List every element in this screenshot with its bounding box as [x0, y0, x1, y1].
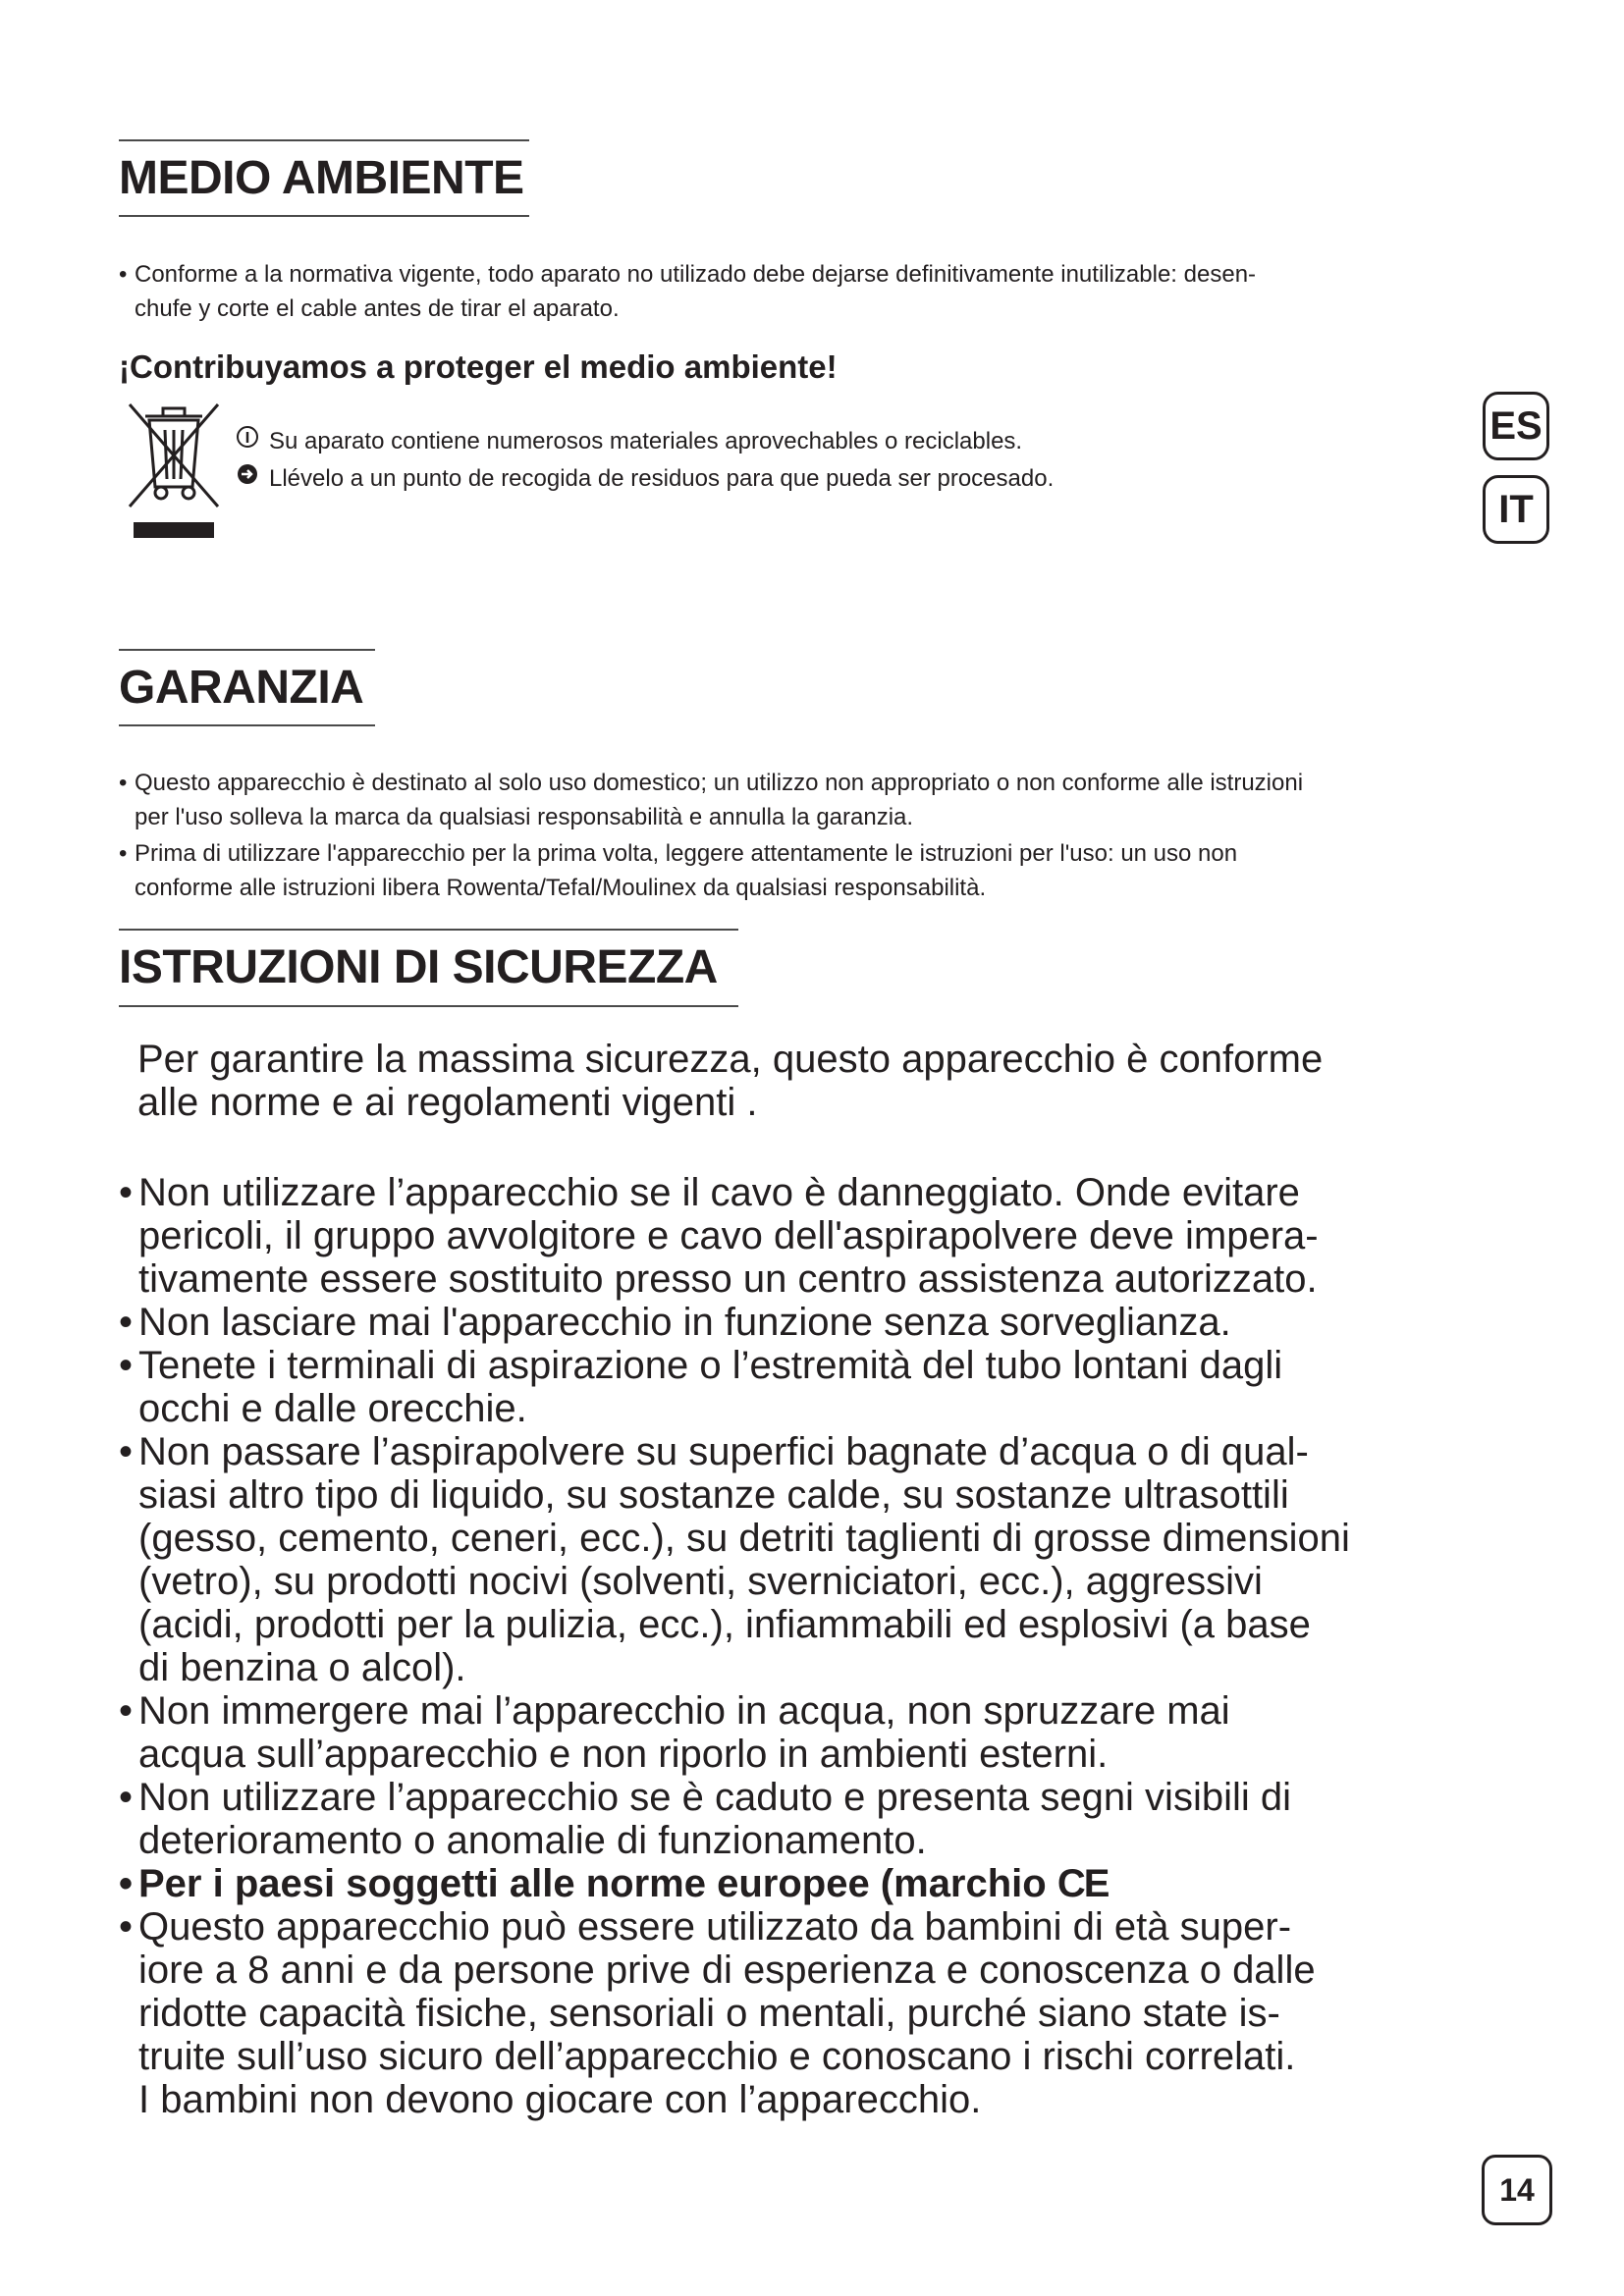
- bullet-line: siasi altro tipo di liquido, su sostanze calde, su sostanze ultrasottili: [138, 1473, 1289, 1517]
- bullet-line: Non immergere mai l’apparecchio in acqua, non spruzzare mai: [138, 1689, 1230, 1733]
- bullet-line: occhi e dalle orecchie.: [138, 1387, 527, 1430]
- bullet-line: Conforme a la normativa vigente, todo aparato no utilizado debe dejarse definitivamente inutilizable: desen-: [135, 261, 1257, 288]
- safety-bullet: [119, 1905, 1533, 2121]
- bullet-line: I bambini non devono giocare con l’apparecchio.: [138, 2078, 982, 2121]
- bullet-line: chufe y corte el cable antes de tirar el aparato.: [135, 295, 620, 322]
- bullet-dot: •: [119, 1689, 134, 1733]
- section-title-garanzia: GARANZIA: [119, 649, 375, 726]
- bullet-line: Prima di utilizzare l'apparecchio per la prima volta, leggere attentamente le istruzioni per l'uso: un uso non: [135, 840, 1238, 867]
- bullet-line: tivamente essere sostituito presso un centro assistenza autorizzato.: [138, 1257, 1318, 1301]
- contribute-subtitle: ¡Contribuyamos a proteger el medio ambiente!: [119, 348, 838, 385]
- bullet-line: Per i paesi soggetti alle norme europee (marchio: [138, 1862, 1047, 1905]
- bullet-line: Non utilizzare l’apparecchio se è caduto e presenta segni visibili di: [138, 1776, 1291, 1819]
- ce-mark: CE: [1056, 1862, 1109, 1905]
- bullet-line: ridotte capacità fisiche, sensoriali o mentali, purché siano state is-: [138, 1992, 1280, 2035]
- garanzia-bullet-1: [119, 766, 1533, 834]
- bullet-line: di benzina o alcol).: [138, 1646, 466, 1689]
- bullet-dot: •: [119, 840, 128, 867]
- bullet-line: acqua sull’apparecchio e non riporlo in ambienti esterni.: [138, 1733, 1109, 1776]
- section-title-medio-ambiente: MEDIO AMBIENTE: [119, 139, 529, 217]
- language-badge-it: IT: [1483, 475, 1549, 544]
- bullet-line: Questo apparecchio può essere utilizzato da bambini di età super-: [138, 1905, 1292, 1949]
- bullet-line: Non utilizzare l’apparecchio se il cavo è danneggiato. Onde evitare: [138, 1171, 1300, 1214]
- bullet-dot: •: [119, 261, 128, 288]
- garanzia-bullet-2: [119, 836, 1533, 905]
- safety-intro: [137, 1038, 1512, 1124]
- safety-bullet-list: [119, 1171, 1533, 2121]
- intro-line: Per garantire la massima sicurezza, questo apparecchio è conforme: [137, 1038, 1324, 1081]
- bullet-line: conforme alle istruzioni libera Rowenta/Tefal/Moulinex da qualsiasi responsabilità.: [135, 875, 987, 901]
- bullet-line: deterioramento o anomalie di funzionamento.: [138, 1819, 927, 1862]
- bullet-line: (acidi, prodotti per la pulizia, ecc.), infiammabili ed esplosivi (a base: [138, 1603, 1311, 1646]
- arrow-right-icon: [236, 461, 261, 496]
- safety-bullet: [119, 1301, 1533, 1344]
- bullet-dot: •: [119, 770, 128, 796]
- bullet-line: per l'uso solleva la marca da qualsiasi responsabilità e annulla la garanzia.: [135, 804, 914, 830]
- bullet-dot: •: [119, 1301, 134, 1344]
- eu-norms-bullet: [119, 1862, 1533, 1905]
- bullet-line: (gesso, cemento, ceneri, ecc.), su detriti taglienti di grosse dimensioni: [138, 1517, 1350, 1560]
- section-title-istruzioni: ISTRUZIONI DI SICUREZZA: [119, 929, 738, 1007]
- intro-line: alle norme e ai regolamenti vigenti .: [137, 1081, 758, 1124]
- bullet-dot: •: [119, 1171, 134, 1214]
- bullet-line: iore a 8 anni e da persone prive di esperienza e conoscenza o dalle: [138, 1949, 1316, 1992]
- bullet-dot: •: [119, 1776, 134, 1819]
- recycle-line-2: [236, 461, 1054, 496]
- bullet-line: Questo apparecchio è destinato al solo uso domestico; un utilizzo non appropriato o non conforme alle istruzioni: [135, 770, 1304, 796]
- recycle-line-1: [236, 424, 1022, 458]
- safety-bullet: [119, 1689, 1533, 1776]
- bullet-line: truite sull’uso sicuro dell’apparecchio e conoscano i rischi correlati.: [138, 2035, 1296, 2078]
- bullet-dot: •: [119, 1905, 134, 1949]
- crossed-out-wheelie-bin-icon: [124, 399, 224, 542]
- safety-bullet: [119, 1776, 1533, 1862]
- language-badge-es: ES: [1483, 392, 1549, 460]
- safety-bullet: [119, 1344, 1533, 1430]
- safety-bullet: [119, 1430, 1533, 1689]
- recycle-text: Su aparato contiene numerosos materiales aprovechables o reciclables.: [269, 428, 1023, 454]
- bullet-line: Tenete i terminali di aspirazione o l’estremità del tubo lontani dagli: [138, 1344, 1283, 1387]
- page-number: 14: [1482, 2155, 1552, 2225]
- bullet-line: Non passare l’aspirapolvere su superfici bagnate d’acqua o di qual-: [138, 1430, 1309, 1473]
- safety-bullet: [119, 1171, 1533, 1301]
- bullet-dot: •: [119, 1344, 134, 1387]
- bullet-line: (vetro), su prodotti nocivi (solventi, sverniciatori, ecc.), aggressivi: [138, 1560, 1263, 1603]
- bullet-dot: •: [119, 1430, 134, 1473]
- bullet-line: Non lasciare mai l'apparecchio in funzione senza sorveglianza.: [138, 1301, 1231, 1344]
- bullet-dot: •: [119, 1862, 134, 1905]
- info-circle-icon: [236, 424, 261, 458]
- bullet-line: pericoli, il gruppo avvolgitore e cavo dell'aspirapolvere deve impera-: [138, 1214, 1319, 1257]
- medio-ambiente-bullet: [119, 257, 1533, 326]
- recycle-text: Llévelo a un punto de recogida de residuos para que pueda ser procesado.: [269, 465, 1055, 492]
